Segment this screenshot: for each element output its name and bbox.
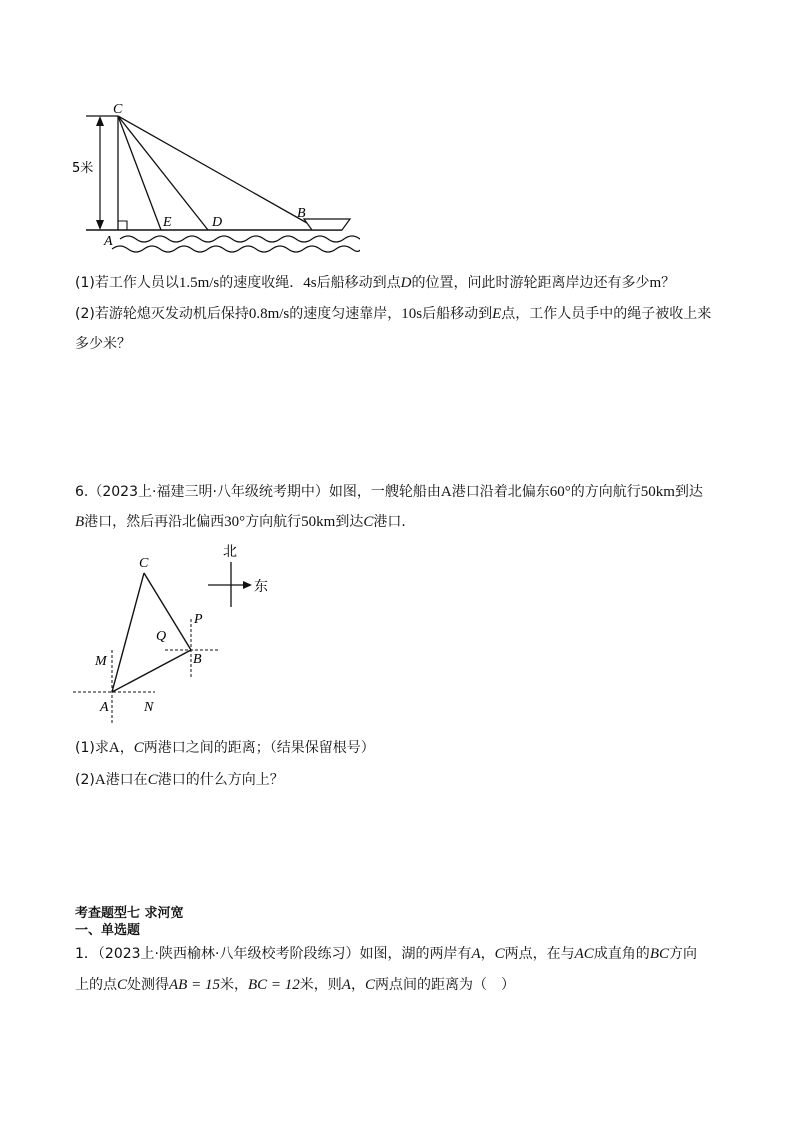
label-c: C (139, 556, 149, 571)
q6-part2: (2)A港口在C港口的什么方向上？ (75, 772, 284, 788)
segment-cb (144, 573, 191, 650)
height-arrow-head-top (96, 116, 104, 126)
label-p: P (194, 612, 203, 627)
label-c: C (113, 102, 123, 117)
q6-text-line1: 6.（2023上·福建三明·八年级统考期中）如图，一艘轮船由A港口沿着北偏东60°的方向航行50km到达 (75, 484, 703, 500)
q6-text-line2: B港口，然后再沿北偏西30°方向航行50km到达C港口． (75, 514, 416, 530)
compass-east-arrow-icon (243, 581, 252, 589)
waves-lower (112, 246, 360, 252)
label-a: A (100, 700, 109, 715)
label-a: A (104, 234, 113, 249)
q5-part2: (2)若游轮熄灭发动机后保持0.8m/s的速度匀速靠岸，10s后船移动到E点，工作人员手中的绳子被收上来 (75, 306, 712, 322)
s7-q1-line1: 1．（2023上·陕西榆林·八年级校考阶段练习）如图，湖的两岸有A，C两点，在与AC成直角的BC方向 (75, 946, 697, 962)
segment-cd (118, 116, 208, 230)
height-arrow-head-bottom (96, 220, 104, 230)
label-m: M (95, 654, 107, 669)
right-angle-mark (118, 221, 127, 230)
compass-north: 北 (223, 544, 237, 560)
segment-ce (118, 116, 161, 230)
segment-ab (112, 650, 191, 692)
label-q: Q (156, 629, 167, 644)
s7-q1-line2: 上的点C处测得AB = 15米，BC = 12米，则A，C两点间的距离为（ ） (75, 977, 515, 993)
section-subtitle: 一、单选题 (75, 923, 141, 938)
waves-upper (120, 236, 360, 242)
q5-part1: (1)若工作人员以1.5m/s的速度收绳．4s后船移动到点D的位置，问此时游轮距离岸边还有多少m？ (75, 275, 676, 291)
q6-part1: (1)求A，C两港口之间的距离；（结果保留根号） (75, 740, 375, 756)
segment-ac (112, 573, 144, 692)
label-height: 5米 (72, 161, 94, 176)
label-e: E (163, 215, 172, 230)
compass-east: 东 (254, 579, 268, 595)
label-b: B (297, 206, 306, 221)
q5-part2-line2: 多少米？ (75, 336, 131, 352)
label-d: D (212, 215, 223, 230)
figure-ports (60, 535, 300, 735)
label-b: B (193, 652, 202, 667)
segment-cb (118, 116, 307, 223)
figure-rope-boat (60, 95, 360, 265)
label-n: N (144, 700, 154, 715)
section-title: 考查题型七 求河宽 (75, 906, 184, 921)
boat (304, 219, 350, 230)
